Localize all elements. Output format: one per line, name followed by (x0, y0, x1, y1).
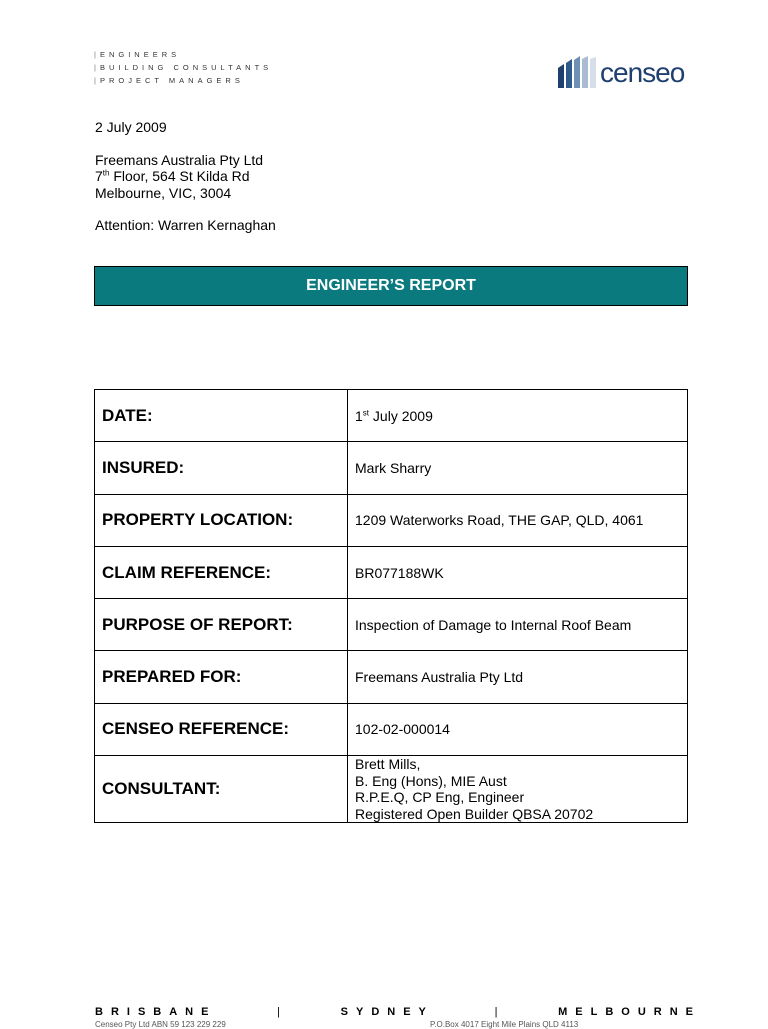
consultant-name: Brett Mills, (355, 756, 421, 773)
table-row-consultant (95, 756, 688, 823)
tagline-row-project-managers: | PROJECT MANAGERS (94, 76, 244, 85)
prepared-for-value: Freemans Australia Pty Ltd (348, 651, 688, 703)
censeo-reference-value: 102-02-000014 (348, 703, 688, 755)
consultant-qualification: B. Eng (Hons), MIE Aust (355, 772, 507, 789)
consultant-builder-licence: Registered Open Builder QBSA 20702 (355, 805, 594, 822)
letter-date: 2 July 2009 (95, 119, 167, 135)
building-bars-icon (556, 56, 598, 88)
consultant-registration: R.P.E.Q, CP Eng, Engineer (355, 789, 525, 806)
footer-separator: | (494, 1006, 498, 1018)
table-row-insured (95, 442, 688, 494)
report-title: ENGINEER’S REPORT (306, 277, 476, 294)
footer-city-sydney: SYDNEY (340, 1006, 434, 1018)
consultant-label: CONSULTANT: (95, 756, 348, 823)
tagline-row-building-consultants: | BUILDING CONSULTANTS (94, 63, 273, 72)
property-location-label: PROPERTY LOCATION: (95, 494, 348, 546)
table-row-censeo-reference (95, 703, 688, 755)
logo-wordmark: censeo (600, 57, 685, 88)
letter-header (95, 119, 276, 234)
tagline-row-engineers: | ENGINEERS (94, 50, 181, 59)
prepared-for-label: PREPARED FOR: (95, 651, 348, 703)
company-tagline (94, 48, 272, 87)
recipient-address-line1: 7th Floor, 564 St Kilda Rd (95, 168, 250, 184)
table-row-property-location (95, 494, 688, 546)
date-label: DATE: (95, 390, 348, 442)
footer-postal-address: P.O.Box 4017 Eight Mile Plains QLD 4113 (430, 1020, 579, 1029)
footer-city-melbourne: MELBOURNE (558, 1006, 701, 1018)
table-row-date (95, 390, 688, 442)
footer-offices (95, 1006, 701, 1018)
insured-label: INSURED: (95, 442, 348, 494)
attention-line: Attention: Warren Kernaghan (95, 217, 276, 233)
footer-separator: | (277, 1006, 280, 1018)
table-row-purpose (95, 599, 688, 651)
footer-city-brisbane: BRISBANE (95, 1006, 217, 1018)
date-value: 1st July 2009 (348, 390, 688, 442)
censeo-reference-label: CENSEO REFERENCE: (95, 703, 348, 755)
report-details-table (94, 389, 688, 823)
footer-company-abn: Censeo Pty Ltd ABN 59 123 229 229 (95, 1020, 226, 1029)
insured-value: Mark Sharry (348, 442, 688, 494)
recipient-address-line2: Melbourne, VIC, 3004 (95, 184, 232, 201)
table-row-claim-reference (95, 546, 688, 598)
claim-reference-value: BR077188WK (348, 546, 688, 598)
purpose-value: Inspection of Damage to Internal Roof Beam (348, 599, 688, 651)
claim-reference-label: CLAIM REFERENCE: (95, 546, 348, 598)
censeo-logo (556, 54, 684, 88)
purpose-label: PURPOSE OF REPORT: (95, 599, 348, 651)
table-row-prepared-for (95, 651, 688, 703)
recipient-company: Freemans Australia Pty Ltd (95, 151, 264, 168)
property-location-value: 1209 Waterworks Road, THE GAP, QLD, 4061 (348, 494, 688, 546)
report-title-banner (94, 266, 688, 306)
consultant-value (348, 756, 688, 823)
